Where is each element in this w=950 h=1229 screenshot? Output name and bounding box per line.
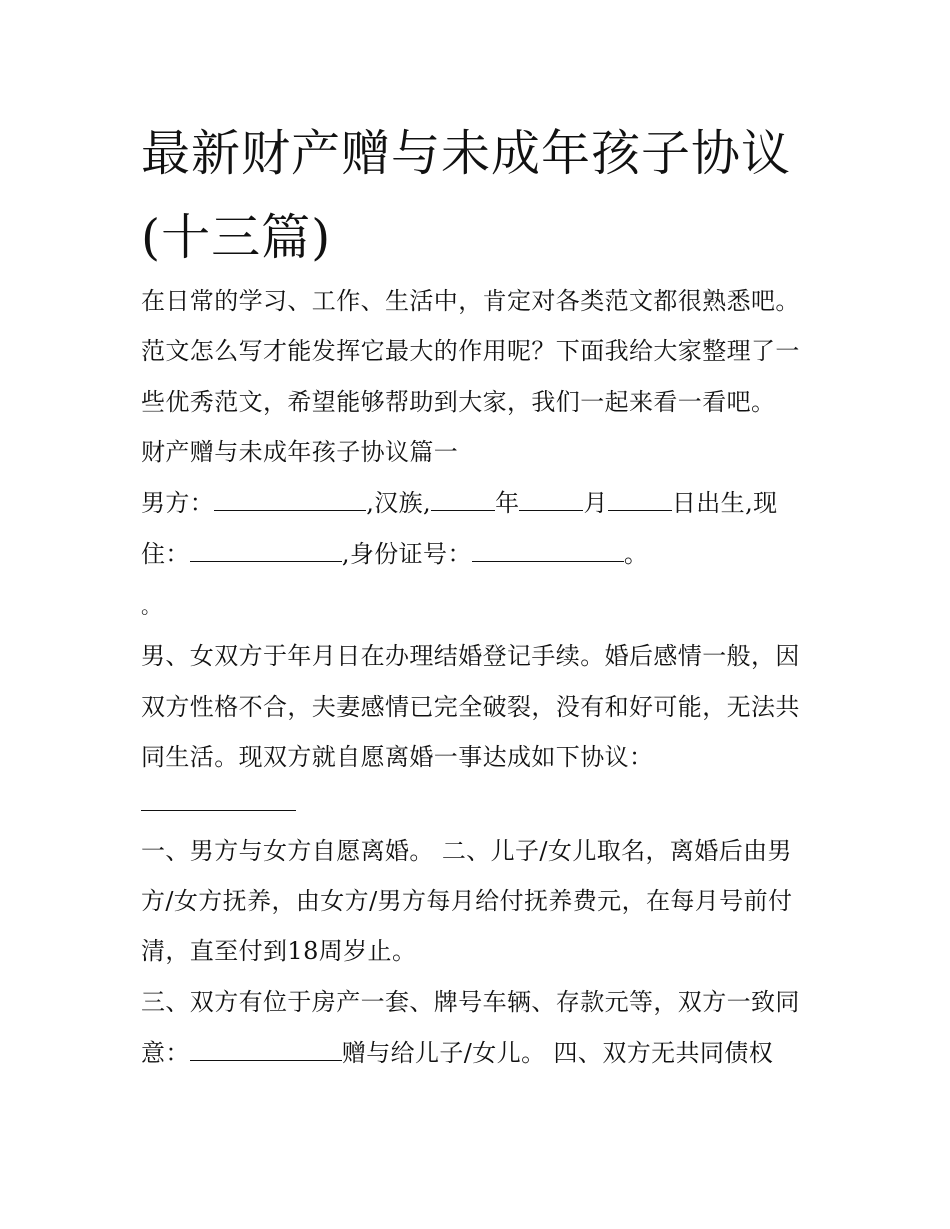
section-heading: 财产赠与未成年孩子协议篇一 bbox=[141, 438, 459, 466]
residence-label: 住： bbox=[141, 540, 190, 568]
title-line-2: (十三篇) bbox=[141, 209, 332, 266]
year-label: 年 bbox=[495, 489, 520, 517]
residence-blank bbox=[190, 539, 342, 562]
recipient-blank bbox=[190, 1038, 342, 1061]
male-party-label: 男方： bbox=[141, 489, 215, 517]
month-label: 月 bbox=[583, 489, 608, 517]
day-blank bbox=[608, 488, 672, 511]
line-end-period: 。 bbox=[623, 540, 649, 568]
clause3-rest: 赠与给儿子/女儿。 四、双方无共同债权 bbox=[341, 1039, 774, 1067]
party-line-2 bbox=[141, 539, 648, 569]
title-line-1: 最新财产赠与未成年孩子协议 bbox=[141, 125, 792, 182]
born-text: 日出生,现 bbox=[671, 489, 778, 517]
name-blank bbox=[214, 488, 366, 511]
clause-line-1: 一、男方与女方自愿离婚。 二、儿子/女儿取名，离婚后由男 bbox=[141, 837, 792, 865]
ethnicity-text: ,汉族, bbox=[366, 489, 432, 517]
body-line-2: 双方性格不合，夫妻感情已完全破裂，没有和好可能，无法共 bbox=[141, 693, 800, 721]
party-line-1 bbox=[141, 488, 778, 518]
clause-line-2: 方/女方抚养，由女方/男方每月给付抚养费元，在每月号前付 bbox=[141, 887, 793, 915]
intro-line-2: 范文怎么写才能发挥它最大的作用呢？下面我给大家整理了一 bbox=[141, 337, 800, 365]
intro-line-3: 些优秀范文，希望能够帮助到大家，我们一起来看一看吧。 bbox=[141, 388, 776, 416]
id-blank bbox=[472, 539, 624, 562]
body-line-3: 同生活。现双方就自愿离婚一事达成如下协议： bbox=[141, 743, 654, 771]
lone-period: 。 bbox=[141, 594, 162, 618]
signature-rule bbox=[141, 810, 296, 811]
month-blank bbox=[519, 488, 583, 511]
clause-line-3: 清，直至付到18周岁止。 bbox=[141, 937, 417, 965]
year-blank bbox=[431, 488, 495, 511]
intro-line-1: 在日常的学习、工作、生活中，肯定对各类范文都很熟悉吧。 bbox=[141, 287, 800, 315]
consent-label: 意： bbox=[141, 1039, 190, 1067]
body-line-1: 男、女双方于年月日在办理结婚登记手续。婚后感情一般，因 bbox=[141, 642, 800, 670]
clause3-line-1: 三、双方有位于房产一套、牌号车辆、存款元等，双方一致同 bbox=[141, 988, 800, 1016]
id-label: ,身份证号： bbox=[341, 540, 472, 568]
document-title bbox=[141, 112, 821, 280]
clause3-line-2 bbox=[141, 1038, 773, 1068]
